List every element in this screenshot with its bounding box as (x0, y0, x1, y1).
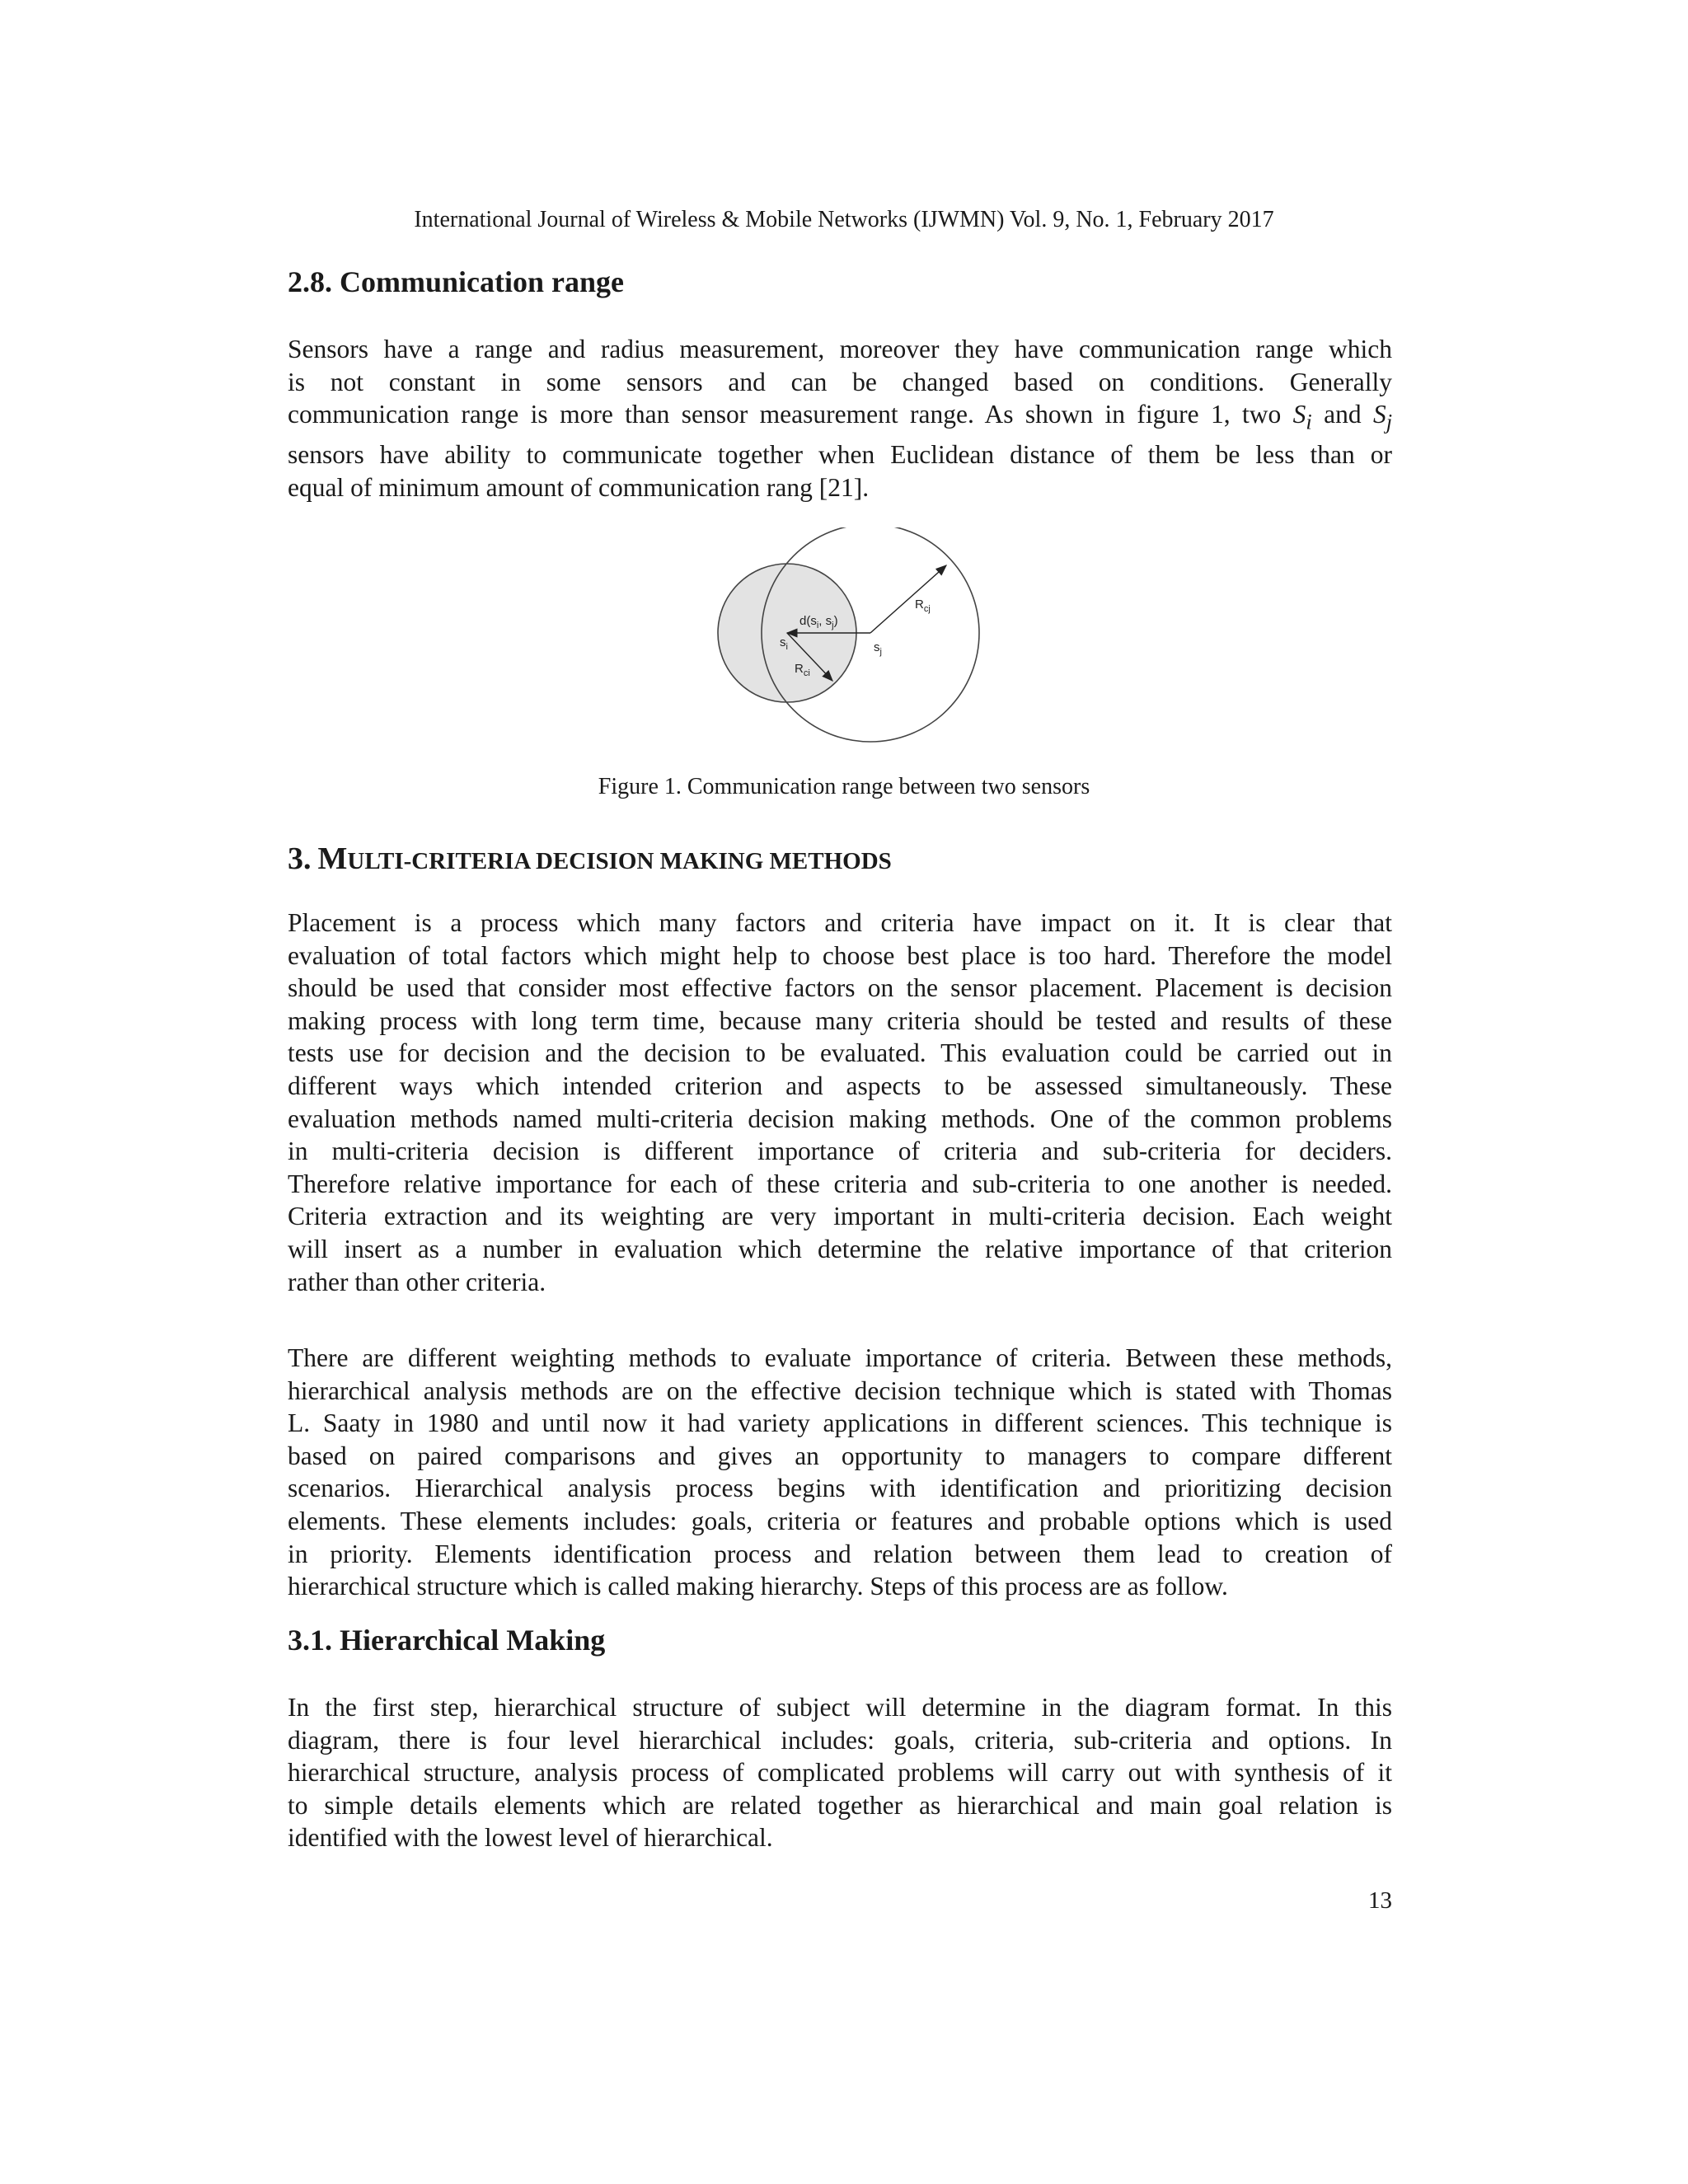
section-3-1-title: 3.1. Hierarchical Making (288, 1624, 606, 1657)
paragraph-line: evaluation methods named multi-criteria decision making methods. One of the common problems (288, 1104, 1392, 1133)
math-and: and (1324, 400, 1362, 429)
communication-range-figure (709, 527, 989, 750)
paragraph-line: will insert as a number in evaluation which determine the relative importance of that criterion (288, 1234, 1392, 1263)
paragraph-line: hierarchical analysis methods are on the effective decision technique which is stated with Thomas (288, 1376, 1392, 1405)
sj-label: $s_j$ (874, 640, 882, 657)
paragraph-line: elements. These elements includes: goals, criteria or features and probable options which is used (288, 1506, 1392, 1535)
paragraph-line: in multi-criteria decision is different importance of criteria and sub-criteria for deciders. (288, 1137, 1392, 1166)
figure-caption: Figure 1. Communication range between two sensors (598, 774, 1090, 799)
section-3-paragraph-2 (288, 1342, 1392, 1603)
section-2-8-title: 2.8. Communication range (288, 265, 624, 298)
paragraph-line: different ways which intended criterion and aspects to be assessed simultaneously. These (288, 1071, 1392, 1100)
paragraph-line: making process with long term time, because many criteria should be tested and results of these (288, 1005, 1392, 1035)
paragraph-line: Sensors have a range and radius measurement, moreover they have communication range which (288, 335, 1392, 363)
paragraph-line: identified with the lowest level of hierarchical. (288, 1823, 773, 1853)
paragraph-line: In the first step, hierarchical structure of subject will determine in the diagram format. In this (288, 1693, 1392, 1722)
rcj-arrow (870, 565, 946, 633)
paragraph-line: hierarchical structure which is called making hierarchy. Steps of this process are as follow. (288, 1572, 1228, 1601)
paragraph-line: L. Saaty in 1980 and until now it had variety applications in different sciences. This technique is (288, 1408, 1392, 1438)
distance-label: $d(s_i$, $s_j$) (799, 614, 838, 630)
si-label: $s_i$ (780, 635, 788, 652)
page-number: 13 (1368, 1887, 1392, 1914)
paragraph-line: sensors have ability to communicate together when Euclidean distance of them be less than or (288, 440, 1392, 470)
paragraph-line: should be used that consider most effective factors on the sensor placement. Placement is decision (288, 973, 1392, 1003)
paragraph-line: in priority. Elements identification process and relation between them lead to creation of (288, 1539, 1392, 1568)
journal-header: International Journal of Wireless & Mobile Networks (IJWMN) Vol. 9, No. 1, February 2017 (414, 207, 1274, 232)
section-3-paragraph-1 (288, 907, 1392, 1298)
section-3-1-paragraph (288, 1691, 1392, 1854)
paragraph-line: Criteria extraction and its weighting are very important in multi-criteria decision. Each weight (288, 1202, 1392, 1231)
math-si: $S_i$ (1292, 400, 1312, 434)
rcj-label: $R_{cj}$ (915, 598, 931, 614)
paragraph-line: diagram, there is four level hierarchical includes: goals, criteria, sub-criteria and options. In (288, 1725, 1392, 1755)
paragraph-line-text: communication range is more than sensor measurement range. As shown in figure 1, two (288, 400, 1282, 429)
paragraph-line: based on paired comparisons and gives an opportunity to managers to compare different (288, 1441, 1392, 1470)
section-2-8-paragraph (288, 333, 1392, 504)
paragraph-line: hierarchical structure, analysis process of complicated problems will carry out with synthesis of it (288, 1758, 1392, 1788)
paragraph-line: rather than other criteria. (288, 1267, 546, 1296)
paragraph-line: to simple details elements which are related together as hierarchical and main goal relation is (288, 1790, 1392, 1820)
paragraph-line: Therefore relative importance for each of these criteria and sub-criteria to one another is needed. (288, 1169, 1392, 1198)
paragraph-line: There are different weighting methods to evaluate importance of criteria. Between these methods, (288, 1343, 1392, 1372)
paragraph-line: equal of minimum amount of communication rang [21]. (288, 472, 870, 502)
section-3-title (288, 837, 892, 883)
paragraph-line: Placement is a process which many factors and criteria have impact on it. It is clear that (288, 908, 1392, 937)
section-3-title-initial: M (317, 841, 348, 876)
paragraph-line: scenarios. Hierarchical analysis process begins with identification and prioritizing decision (288, 1474, 1392, 1503)
rci-label: $R_{ci}$ (795, 662, 810, 678)
paragraph-line: is not constant in some sensors and can be changed based on conditions. Generally (288, 367, 1392, 396)
paragraph-line: evaluation of total factors which might help to choose best place is too hard. Therefore the model (288, 940, 1392, 970)
math-sj: $S_j$ (1372, 400, 1393, 434)
section-3-number: 3. (288, 841, 312, 876)
section-3-title-rest: ULTI-CRITERIA DECISION MAKING METHODS (347, 848, 892, 874)
paragraph-line (288, 398, 1392, 438)
paragraph-line: tests use for decision and the decision to be evaluated. This evaluation could be carried out in (288, 1038, 1392, 1068)
